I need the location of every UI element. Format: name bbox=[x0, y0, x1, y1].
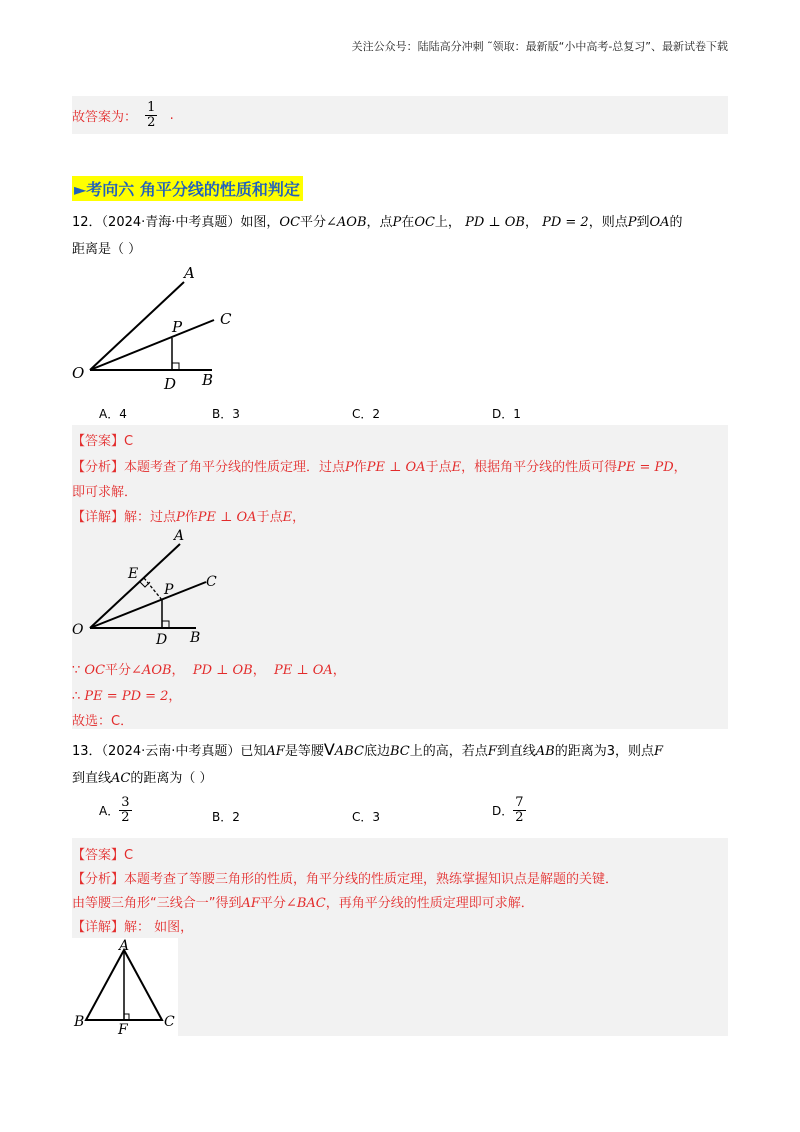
q12-analysis-math: PE ⊥ OA bbox=[366, 460, 426, 475]
q12-detail-text: 作 bbox=[184, 510, 198, 525]
q12-detail-math: PE ⊥ OA bbox=[197, 510, 257, 525]
q12-analysis-text: ，根据角平分线的性质可得 bbox=[461, 460, 618, 475]
because-symbol: ∵ bbox=[72, 663, 81, 678]
q12-line1 bbox=[72, 211, 683, 230]
q12-option-b[interactable]: B．3 bbox=[212, 407, 240, 421]
q12-option-d[interactable]: D．1 bbox=[492, 407, 521, 421]
q12-because-text: ， bbox=[332, 663, 346, 678]
q12-answer: 【答案】C bbox=[72, 434, 134, 449]
q13-text: 上的高，若点 bbox=[409, 744, 488, 759]
q12-because-text: ， bbox=[252, 663, 266, 678]
q12-because-math: PD ⊥ OB bbox=[192, 663, 253, 678]
label-o: O bbox=[72, 622, 84, 638]
label-f: F bbox=[118, 1022, 128, 1036]
q12-line2: 距离是（ ） bbox=[72, 242, 142, 257]
q12-option-a[interactable]: A．4 bbox=[99, 407, 127, 421]
label-p: P bbox=[172, 318, 183, 336]
q12-because bbox=[72, 659, 346, 678]
q13-text: 的距离为3，则点 bbox=[554, 744, 654, 759]
q12-detail-math: E bbox=[282, 510, 293, 525]
q13-option-a-fraction bbox=[119, 796, 131, 825]
q12-text: 到 bbox=[636, 215, 650, 230]
prev-answer-num: 1 bbox=[147, 100, 156, 115]
label-d: D bbox=[156, 632, 168, 648]
q12-math: OA bbox=[649, 215, 670, 230]
q13-text: 是等腰 bbox=[284, 744, 324, 759]
q12-because-text: ， bbox=[171, 663, 185, 678]
q12-text: ，点 bbox=[366, 215, 393, 230]
q13-line2 bbox=[72, 767, 213, 786]
q13-text: 底边 bbox=[363, 744, 390, 759]
q13-analysis-line2 bbox=[72, 892, 534, 911]
q12-math: OC bbox=[414, 215, 435, 230]
frac-den: 2 bbox=[121, 810, 130, 825]
q13-math: AB bbox=[535, 744, 555, 759]
q12-detail-text: 【详解】解：过点 bbox=[72, 510, 177, 525]
q13-analysis-math: ∠BAC bbox=[285, 896, 326, 911]
q13-option-a-label: A． bbox=[99, 804, 120, 818]
right-angle-mark-d bbox=[162, 621, 169, 628]
ray-oc bbox=[90, 320, 214, 370]
q12-analysis-line1 bbox=[72, 456, 687, 475]
label-b: B bbox=[190, 630, 201, 646]
frac-den: 2 bbox=[515, 810, 524, 825]
q12-because-text: 平分 bbox=[105, 663, 132, 678]
section-title: ►考向六 角平分线的性质和判定 bbox=[72, 176, 303, 201]
q12-math: P bbox=[627, 215, 637, 230]
q13-line1 bbox=[72, 740, 663, 759]
q12-because-math: OC bbox=[84, 663, 106, 678]
label-b: B bbox=[202, 371, 214, 389]
q12-text: ， bbox=[524, 215, 538, 230]
prev-answer-line bbox=[72, 101, 174, 130]
q13-option-d[interactable] bbox=[492, 796, 526, 825]
q12-math: PD ⊥ OB bbox=[465, 215, 525, 230]
q12-text: 12．（2024·青海·中考真题）如图， bbox=[72, 215, 280, 230]
q13-math: BC bbox=[389, 744, 410, 759]
label-c: C bbox=[220, 310, 232, 328]
q13-answer: 【答案】C bbox=[72, 848, 134, 863]
q13-figure bbox=[72, 938, 178, 1036]
q12-analysis-text: 于点 bbox=[425, 460, 452, 475]
q12-detail-math: P bbox=[176, 510, 185, 525]
q12-option-c[interactable]: C．2 bbox=[352, 407, 381, 421]
page-header: 关注公众号：陆陆高分冲刺 ˜领取：最新版“小中高考-总复习”、最新试卷下载 bbox=[351, 40, 728, 53]
q13-detail: 【详解】解： 如图， bbox=[72, 920, 194, 935]
q12-math: PD = 2 bbox=[542, 215, 589, 230]
q12-detail bbox=[72, 506, 305, 525]
label-a: A bbox=[184, 264, 195, 282]
label-c: C bbox=[164, 1014, 175, 1030]
frac-num: 7 bbox=[515, 795, 524, 810]
right-angle-mark bbox=[172, 363, 179, 370]
q12-analysis-text: ， bbox=[673, 460, 687, 475]
q12-analysis-line2: 即可求解． bbox=[72, 485, 138, 500]
q13-triangle-symbol: V bbox=[323, 740, 335, 759]
q12-analysis-math: P bbox=[345, 460, 354, 475]
q12-because-math: ∠AOB bbox=[131, 663, 172, 678]
label-a: A bbox=[174, 528, 185, 544]
q12-text: 平分 bbox=[300, 215, 327, 230]
ray-oa bbox=[90, 282, 184, 370]
q12-detail-text: 于点 bbox=[256, 510, 283, 525]
q12-math: P bbox=[392, 215, 402, 230]
ray-oc bbox=[90, 582, 206, 628]
label-d: D bbox=[164, 375, 177, 393]
label-b: B bbox=[74, 1014, 85, 1030]
q12-analysis-text: 【分析】本题考查了角平分线的性质定理．过点 bbox=[72, 460, 346, 475]
q13-option-c[interactable]: C．3 bbox=[352, 810, 381, 824]
segment-pe bbox=[144, 578, 162, 600]
q12-math: ∠AOB bbox=[326, 215, 367, 230]
q12-analysis-math: PE = PD bbox=[617, 460, 674, 475]
q13-option-d-label: D． bbox=[492, 804, 514, 818]
q12-analysis-text: 作 bbox=[353, 460, 367, 475]
label-e: E bbox=[128, 566, 139, 582]
label-o: O bbox=[72, 364, 85, 382]
q13-text: 到直线 bbox=[72, 771, 112, 786]
q13-text: 的距离为（ ） bbox=[130, 771, 213, 786]
q12-therefore-text: ， bbox=[168, 689, 182, 704]
prev-answer-fraction bbox=[145, 101, 157, 130]
q13-analysis-line1: 【分析】本题考查了等腰三角形的性质，角平分线的性质定理，熟练掌握知识点是解题的关键． bbox=[72, 872, 619, 887]
q13-analysis-math: AF bbox=[241, 896, 260, 911]
q13-math: F bbox=[654, 744, 664, 759]
q12-text: 在 bbox=[401, 215, 415, 230]
q12-figure-detail bbox=[66, 528, 246, 650]
prev-answer-prefix: 故答案为： bbox=[72, 110, 138, 125]
q13-math: AF bbox=[266, 744, 285, 759]
q12-text: 的 bbox=[669, 215, 683, 230]
label-a: A bbox=[119, 938, 130, 954]
q12-text: 上， bbox=[434, 215, 461, 230]
q13-analysis-text: ，再角平分线的性质定理即可求解． bbox=[325, 896, 534, 911]
q13-text: 到直线 bbox=[496, 744, 536, 759]
q13-option-b[interactable]: B．2 bbox=[212, 810, 240, 824]
q12-therefore bbox=[72, 685, 181, 704]
q13-analysis-text: 由等腰三角形“三线合一”得到 bbox=[72, 896, 242, 911]
q12-math: OC bbox=[279, 215, 301, 230]
label-p: P bbox=[164, 582, 174, 598]
prev-answer-den: 2 bbox=[147, 115, 156, 130]
q13-analysis-text: 平分 bbox=[259, 896, 286, 911]
frac-num: 3 bbox=[121, 795, 130, 810]
q13-text: 13．（2024·云南·中考真题）已知 bbox=[72, 744, 267, 759]
q12-detail-text: ， bbox=[292, 510, 306, 525]
label-c: C bbox=[206, 574, 217, 590]
q12-figure bbox=[66, 262, 246, 396]
q13-math: AC bbox=[111, 771, 131, 786]
q12-choose: 故选：C． bbox=[72, 714, 134, 729]
q13-math: ABC bbox=[334, 744, 364, 759]
q12-because-math: PE ⊥ OA bbox=[273, 663, 333, 678]
q13-math: F bbox=[487, 744, 497, 759]
q13-option-a[interactable] bbox=[99, 796, 132, 825]
q12-text: ，则点 bbox=[588, 215, 628, 230]
q12-therefore-math: PE = PD = 2 bbox=[84, 689, 169, 704]
q13-option-d-fraction bbox=[513, 796, 525, 825]
therefore-symbol: ∴ bbox=[72, 689, 81, 704]
q12-analysis-math: E bbox=[451, 460, 462, 475]
prev-answer-suffix: . bbox=[169, 108, 174, 123]
